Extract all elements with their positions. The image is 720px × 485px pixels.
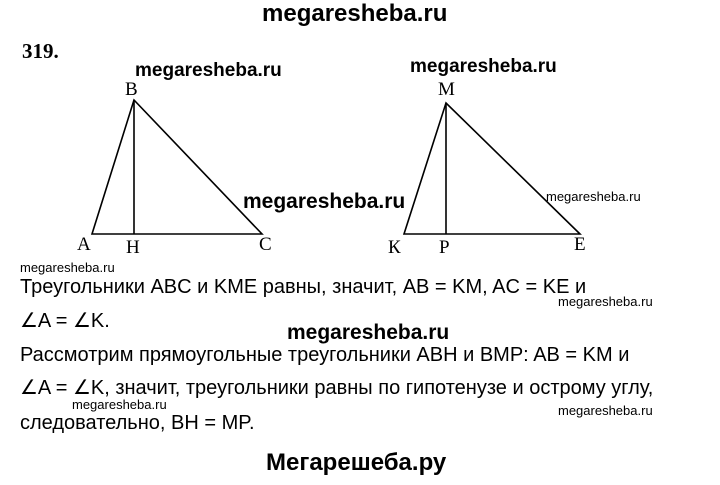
- watermark-small: megaresheba.ru: [546, 189, 641, 204]
- solution-line-5: следовательно, BH = MP.: [20, 412, 255, 434]
- solution-line-1: Треугольники ABC и KME равны, значит, AB = KM, AC = KE и: [20, 276, 587, 298]
- watermark-bold: megaresheba.ru: [410, 56, 557, 77]
- solution-line-2: ∠A = ∠K.: [20, 310, 110, 332]
- vertex-label-p: P: [439, 237, 450, 258]
- vertex-label-c: C: [259, 234, 272, 255]
- watermark-small: megaresheba.ru: [558, 403, 653, 418]
- triangle-abc: [92, 100, 262, 234]
- vertex-label-m: M: [438, 79, 455, 100]
- watermark-bold: megaresheba.ru: [287, 321, 450, 344]
- watermark-small: megaresheba.ru: [20, 260, 115, 275]
- solution-line-3: Рассмотрим прямоугольные треугольники ABH и BMP: AB = KM и: [20, 344, 630, 366]
- triangle-kme: [404, 103, 580, 234]
- watermark-bold: megaresheba.ru: [135, 60, 282, 81]
- watermark-bold: megaresheba.ru: [243, 190, 406, 213]
- footer-brand: Мегарешеба.ру: [266, 449, 447, 476]
- vertex-label-e: E: [574, 234, 586, 255]
- site-header-title: megaresheba.ru: [262, 0, 448, 27]
- vertex-label-k: К: [388, 237, 401, 258]
- watermark-small: megaresheba.ru: [72, 397, 167, 412]
- vertex-label-a: A: [77, 234, 91, 255]
- vertex-label-b: B: [125, 79, 138, 100]
- problem-number: 319.: [22, 39, 59, 63]
- watermark-small: megaresheba.ru: [558, 294, 653, 309]
- vertex-label-h: H: [126, 237, 140, 258]
- solution-line-4: ∠A = ∠K, значит, треугольники равны по гипотенузе и острому углу,: [20, 377, 654, 399]
